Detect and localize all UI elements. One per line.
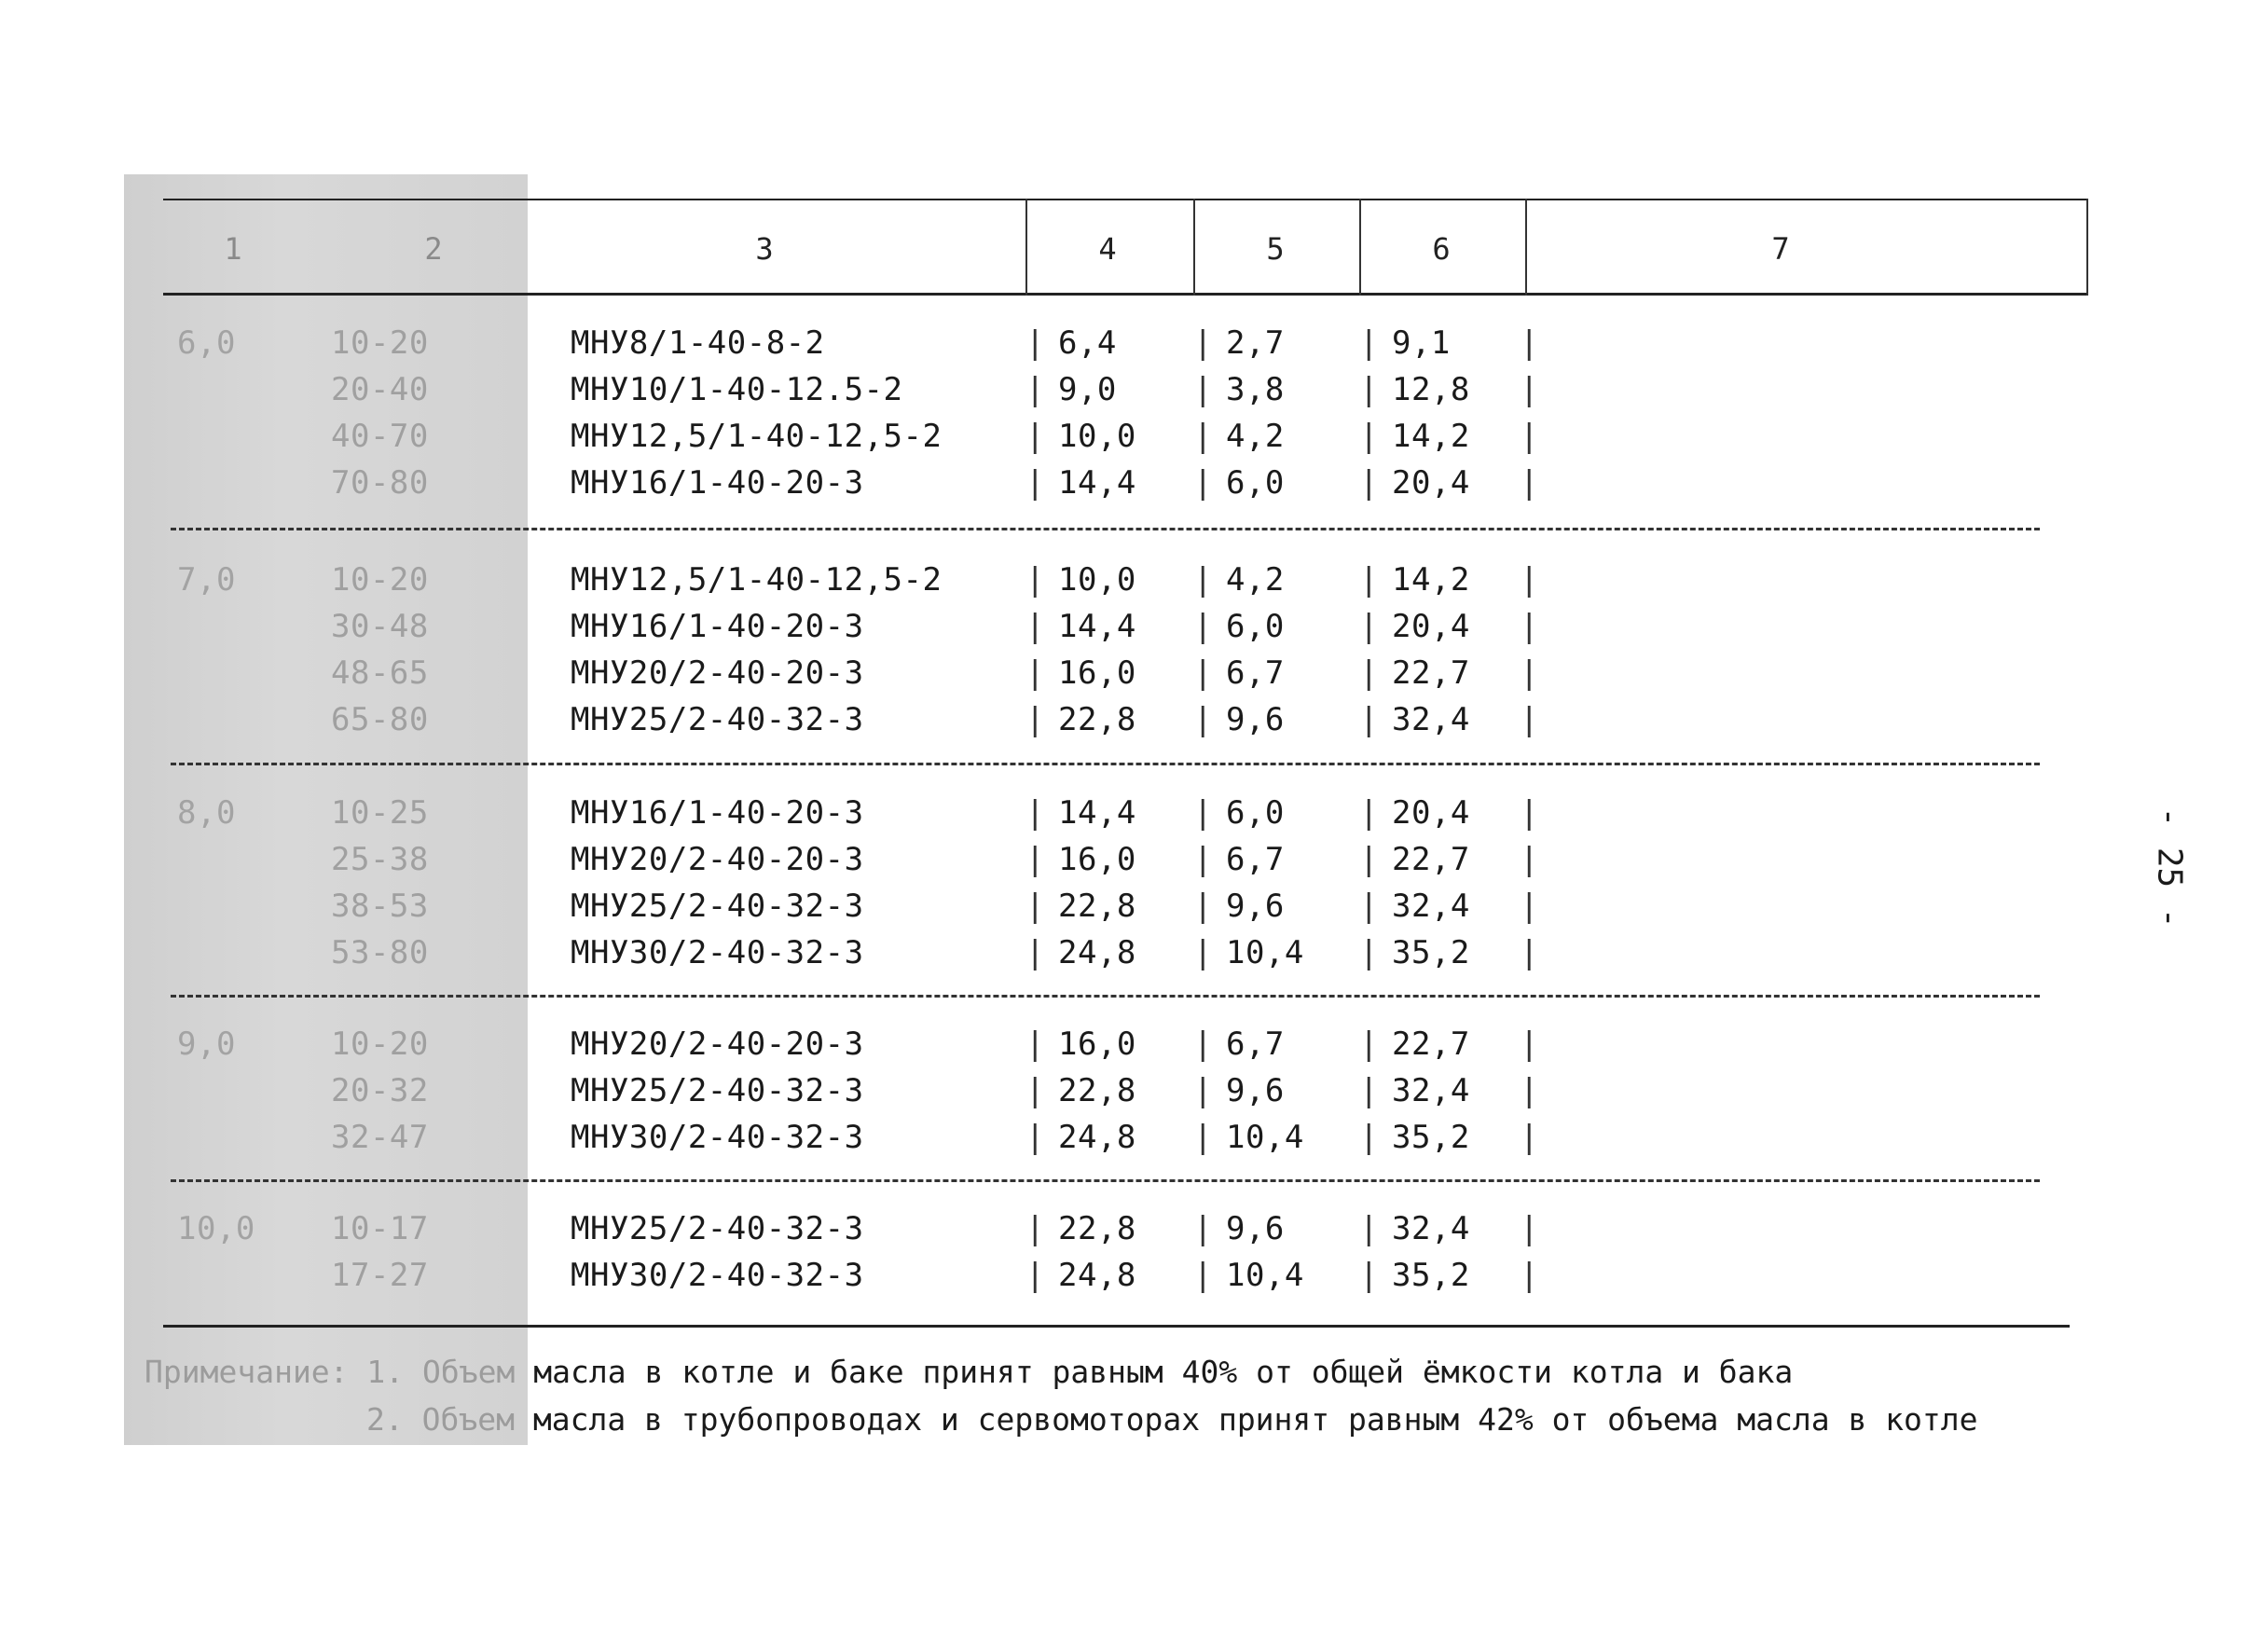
note-number: 2.	[366, 1401, 404, 1438]
col5-cell: 6,0	[1225, 608, 1285, 645]
range-cell: 32-47	[331, 1119, 429, 1156]
header-separator	[1193, 199, 1195, 296]
col6-cell: 35,2	[1391, 1257, 1470, 1294]
col6-cell: 20,4	[1391, 608, 1470, 645]
col5-cell: 9,6	[1225, 701, 1285, 738]
range-cell: 38-53	[331, 888, 429, 925]
header-separator	[1025, 199, 1027, 296]
col4-cell: 16,0	[1057, 654, 1136, 692]
col5-cell: 3,8	[1225, 371, 1285, 408]
group-divider	[171, 995, 2040, 998]
group-value: 10,0	[177, 1210, 255, 1247]
note-text: масла в трубопроводах и сервомоторах принят равным 42% от объема масла в котле	[532, 1401, 1978, 1438]
model-cell: МНУ16/1-40-20-3	[571, 794, 864, 832]
header-separator	[1525, 199, 1527, 296]
model-cell: МНУ25/2-40-32-3	[571, 1072, 864, 1109]
col4-cell: 22,8	[1057, 888, 1136, 925]
col5-cell: 9,6	[1225, 1210, 1285, 1247]
model-cell: МНУ16/1-40-20-3	[571, 608, 864, 645]
table-bottom-rule	[163, 1325, 2070, 1328]
col6-cell: 22,7	[1391, 1026, 1470, 1063]
col6-cell: 14,2	[1391, 418, 1470, 455]
range-cell: 20-40	[331, 371, 429, 408]
header-col-7: 7	[1771, 231, 1790, 267]
header-col-5: 5	[1266, 231, 1285, 267]
header-separator	[1359, 199, 1361, 296]
range-cell: 48-65	[331, 654, 429, 692]
col5-cell: 6,0	[1225, 794, 1285, 832]
col4-cell: 14,4	[1057, 794, 1136, 832]
col4-cell: 24,8	[1057, 1257, 1136, 1294]
range-cell: 70-80	[331, 464, 429, 502]
model-cell: МНУ12,5/1-40-12,5-2	[571, 561, 943, 599]
group-divider	[171, 763, 2040, 765]
col6-cell: 35,2	[1391, 1119, 1470, 1156]
col4-cell: 6,4	[1057, 324, 1117, 362]
range-cell: 10-17	[331, 1210, 429, 1247]
note-lead: Объем	[422, 1354, 516, 1390]
model-cell: МНУ25/2-40-32-3	[571, 701, 864, 738]
group-value: 6,0	[177, 324, 236, 362]
col6-cell: 22,7	[1391, 654, 1470, 692]
col5-cell: 9,6	[1225, 888, 1285, 925]
col6-cell: 32,4	[1391, 701, 1470, 738]
col5-cell: 6,7	[1225, 1026, 1285, 1063]
col6-cell: 12,8	[1391, 371, 1470, 408]
group-divider	[171, 1179, 2040, 1182]
group-value: 8,0	[177, 794, 236, 832]
col5-cell: 10,4	[1225, 934, 1304, 971]
col4-cell: 22,8	[1057, 1072, 1136, 1109]
col4-cell: 22,8	[1057, 701, 1136, 738]
model-cell: МНУ10/1-40-12.5-2	[571, 371, 903, 408]
model-cell: МНУ30/2-40-32-3	[571, 1119, 864, 1156]
document-page: 1 2 3 4 5 6 7 6,0 10-20 МНУ8/1-40-8-2 | 6,4 | 2,7 | 9,1 | 20-40 МНУ10/1-40-12.5-2 | 9,0 | 3,8 | 12,8 | 40-70 МНУ12,5/1-40-12,5-2 | 10,0 | 4,2 | 14,2 | 70-80 МНУ16/1-40-20-3 | 14,4 | 6,0 | 20,4 | 7,0 10-20 МНУ12,5/1-40-12,5-2 | 10,0 | 4,2 | 14,2 | 30-48 МНУ16/1-40-20-3 | 14,4 | 6,0 | 20,4 | 48-65 МНУ20/2-40-20-3 | 16,0 | 6,7 | 22,7 | 65-80 МНУ25/2-40-32-3 | 22,8 | 9,6 | 32,4 | 8,0 10-25 МНУ16/1-40-20-3 | 14,4 | 6,0 | 20,4 | 25-38 МНУ20/2-40-20-3 | 16,0 | 6,7 | 22,7 | 38-53 МНУ25/2-40-32-3 | 22,8 | 9,6 | 32,4 | 53-80 МНУ30/2-40-32-3 | 24,8 | 10,4 | 35,2 | 9,0 10-20 МНУ20/2-40-20-3 | 16,0 | 6,7 | 22,7 | 20-32 МНУ25/2-40-32-3 | 22,8 | 9,6 | 32,4 | 32-47 МНУ30/2-40-32-3 | 24,8 | 10,4 | 35,2 | 10,0 10-17 МНУ25/2-40-32-3 | 22,8 | 9,6 | 32,4 | 17-27 МНУ30/2-40-32-3 | 24,8 | 10,4 | 35,2 | Примечание: 1. Объем масла в котле и баке принят равным 40% от общей ёмкости котла и бака 2. Объем масла в трубопроводах и сервомоторах принят равным 42% от объема масла в котле - 25 -	[0, 0, 2257, 1652]
col4-cell: 14,4	[1057, 608, 1136, 645]
col5-cell: 10,4	[1225, 1119, 1304, 1156]
note-label: Примечание:	[145, 1354, 349, 1390]
col6-cell: 9,1	[1391, 324, 1451, 362]
range-cell: 10-25	[331, 794, 429, 832]
model-cell: МНУ20/2-40-20-3	[571, 654, 864, 692]
model-cell: МНУ25/2-40-32-3	[571, 1210, 864, 1247]
model-cell: МНУ16/1-40-20-3	[571, 464, 864, 502]
col5-cell: 4,2	[1225, 418, 1285, 455]
col6-cell: 14,2	[1391, 561, 1470, 599]
col5-cell: 4,2	[1225, 561, 1285, 599]
col6-cell: 35,2	[1391, 934, 1470, 971]
model-cell: МНУ30/2-40-32-3	[571, 934, 864, 971]
model-cell: МНУ20/2-40-20-3	[571, 1026, 864, 1063]
col4-cell: 10,0	[1057, 418, 1136, 455]
col5-cell: 6,7	[1225, 654, 1285, 692]
range-cell: 30-48	[331, 608, 429, 645]
col6-cell: 32,4	[1391, 888, 1470, 925]
model-cell: МНУ12,5/1-40-12,5-2	[571, 418, 943, 455]
col4-cell: 22,8	[1057, 1210, 1136, 1247]
note-number: 1.	[366, 1354, 405, 1390]
header-col-2: 2	[424, 231, 443, 267]
group-value: 7,0	[177, 561, 236, 599]
range-cell: 17-27	[331, 1257, 429, 1294]
group-value: 9,0	[177, 1026, 236, 1063]
col4-cell: 16,0	[1057, 841, 1136, 878]
col5-cell: 6,7	[1225, 841, 1285, 878]
header-col-3: 3	[755, 231, 774, 267]
note-2	[366, 1401, 1978, 1438]
col4-cell: 24,8	[1057, 1119, 1136, 1156]
range-cell: 20-32	[331, 1072, 429, 1109]
range-cell: 25-38	[331, 841, 429, 878]
range-cell: 10-20	[331, 1026, 429, 1063]
col6-cell: 22,7	[1391, 841, 1470, 878]
range-cell: 10-20	[331, 561, 429, 599]
col6-cell: 32,4	[1391, 1072, 1470, 1109]
col6-cell: 20,4	[1391, 464, 1470, 502]
col6-cell: 20,4	[1391, 794, 1470, 832]
col4-cell: 14,4	[1057, 464, 1136, 502]
range-cell: 40-70	[331, 418, 429, 455]
col5-cell: 6,0	[1225, 464, 1285, 502]
range-cell: 53-80	[331, 934, 429, 971]
group-divider	[171, 528, 2040, 530]
page-number: - 25 -	[2150, 806, 2189, 929]
col5-cell: 10,4	[1225, 1257, 1304, 1294]
col4-cell: 10,0	[1057, 561, 1136, 599]
header-separator	[2086, 199, 2088, 296]
header-bottom-rule	[163, 293, 2088, 296]
note-1	[145, 1354, 1793, 1390]
col4-cell: 24,8	[1057, 934, 1136, 971]
range-cell: 10-20	[331, 324, 429, 362]
col5-cell: 9,6	[1225, 1072, 1285, 1109]
header-col-1: 1	[224, 231, 242, 267]
col4-cell: 9,0	[1057, 371, 1117, 408]
col5-cell: 2,7	[1225, 324, 1285, 362]
note-text: масла в котле и баке принят равным 40% от общей ёмкости котла и бака	[533, 1354, 1794, 1390]
model-cell: МНУ25/2-40-32-3	[571, 888, 864, 925]
header-col-4: 4	[1098, 231, 1117, 267]
table-top-rule	[163, 199, 2088, 200]
model-cell: МНУ20/2-40-20-3	[571, 841, 864, 878]
col6-cell: 32,4	[1391, 1210, 1470, 1247]
model-cell: МНУ8/1-40-8-2	[571, 324, 825, 362]
range-cell: 65-80	[331, 701, 429, 738]
model-cell: МНУ30/2-40-32-3	[571, 1257, 864, 1294]
col4-cell: 16,0	[1057, 1026, 1136, 1063]
header-col-6: 6	[1432, 231, 1451, 267]
note-lead: Объем	[421, 1401, 515, 1438]
